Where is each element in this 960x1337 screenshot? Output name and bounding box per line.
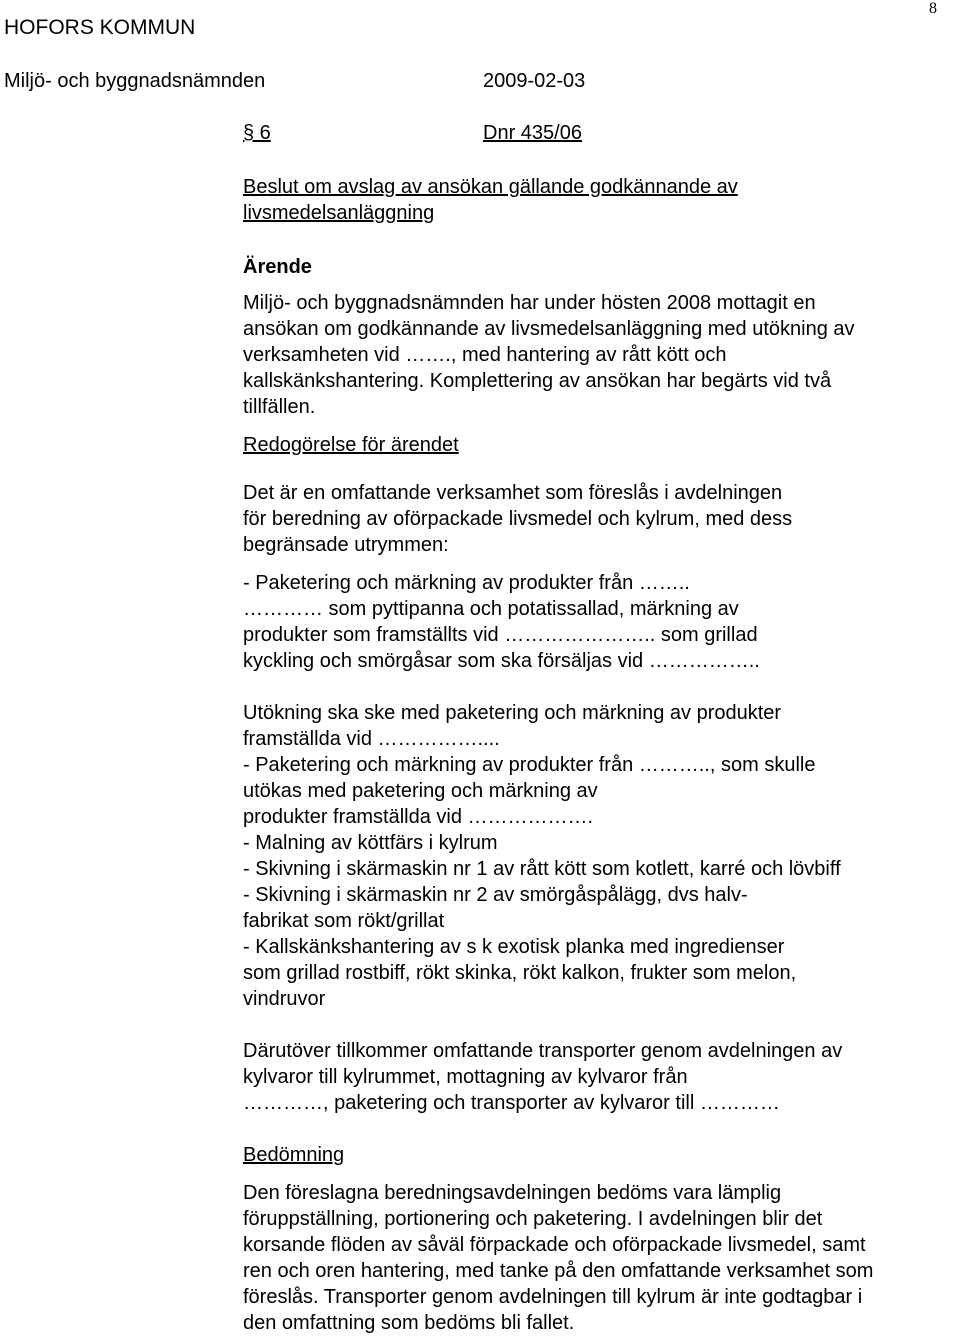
text-line: Utökning ska ske med paketering och märkning av produkter	[243, 702, 782, 724]
text-line: Det är en omfattande verksamhet som föreslås i avdelningen	[243, 482, 783, 504]
title-line: Beslut om avslag av ansökan gällande godkännande av	[243, 176, 738, 198]
text-line: utökas med paketering och märkning av	[243, 780, 598, 802]
text-line: - Malning av köttfärs i kylrum	[243, 832, 498, 854]
title-line: livsmedelsanläggning	[243, 202, 435, 224]
organization-name: HOFORS KOMMUN	[4, 16, 196, 39]
text-line: produkter framställda vid ……………….	[243, 806, 594, 828]
text-line: verksamheten vid ……., med hantering av rått kött och	[243, 344, 727, 366]
text-line: ansökan om godkännande av livsmedelsanläggning med utökning av	[243, 318, 855, 340]
text-line: begränsade utrymmen:	[243, 534, 449, 556]
text-line: …………, paketering och transporter av kylvaror till …………	[243, 1092, 780, 1114]
redogorelse-intro	[243, 480, 960, 558]
bedomning-heading: Bedömning	[243, 1144, 345, 1166]
text-line: ren och oren hantering, med tanke på den omfattande verksamhet som	[243, 1260, 874, 1282]
text-line: - Paketering och märkning av produkter från ……….., som skulle	[243, 754, 816, 776]
decision-title	[243, 174, 960, 226]
text-line: föruppställning, portionering och paketering. I avdelningen blir det	[243, 1208, 823, 1230]
text-line: produkter som framställts vid ………………….. som grillad	[243, 624, 758, 646]
text-line: den omfattning som bedöms bli fallet.	[243, 1312, 575, 1334]
text-line: fabrikat som rökt/grillat	[243, 910, 445, 932]
text-line: - Kallskänkshantering av s k exotisk planka med ingredienser	[243, 936, 785, 958]
text-line: framställda vid ……………....	[243, 728, 500, 750]
text-line: Därutöver tillkommer omfattande transporter genom avdelningen av	[243, 1040, 843, 1062]
committee-name: Miljö- och byggnadsnämnden	[4, 70, 266, 92]
meeting-date: 2009-02-03	[483, 70, 586, 92]
text-line: vindruvor	[243, 988, 326, 1010]
packaging-paragraph	[243, 570, 960, 674]
text-line: kyckling och smörgåsar som ska försäljas vid ……………..	[243, 650, 760, 672]
registration-number: Dnr 435/06	[483, 122, 582, 144]
bedomning-paragraph	[243, 1180, 960, 1336]
text-line: Den föreslagna beredningsavdelningen bedöms vara lämplig	[243, 1182, 782, 1204]
text-line: Miljö- och byggnadsnämnden har under hösten 2008 mottagit en	[243, 292, 816, 314]
text-line: som grillad rostbiff, rökt skinka, rökt kalkon, frukter som melon,	[243, 962, 797, 984]
text-line: föreslås. Transporter genom avdelningen till kylrum är inte godtagbar i	[243, 1286, 863, 1308]
redogorelse-heading: Redogörelse för ärendet	[243, 434, 459, 456]
text-line: - Paketering och märkning av produkter från ……..	[243, 572, 690, 594]
text-line: korsande flöden av såväl förpackade och oförpackade livsmedel, samt	[243, 1234, 866, 1256]
text-line: tillfällen.	[243, 396, 316, 418]
text-line: - Skivning i skärmaskin nr 2 av smörgåspålägg, dvs halv-	[243, 884, 748, 906]
text-line: kallskänkshantering. Komplettering av ansökan har begärts vid två	[243, 370, 832, 392]
expansion-paragraph	[243, 700, 960, 1012]
page-number: 8	[929, 0, 937, 17]
text-line: för beredning av oförpackade livsmedel och kylrum, med dess	[243, 508, 793, 530]
text-line: kylvaror till kylrummet, mottagning av kylvaror från	[243, 1066, 688, 1088]
text-line: - Skivning i skärmaskin nr 1 av rått kött som kotlett, karré och lövbiff	[243, 858, 841, 880]
paragraph-number: § 6	[243, 122, 271, 144]
arende-paragraph	[243, 290, 960, 420]
arende-heading: Ärende	[243, 256, 312, 278]
transport-paragraph	[243, 1038, 960, 1116]
text-line: ………… som pyttipanna och potatissallad, märkning av	[243, 598, 739, 620]
